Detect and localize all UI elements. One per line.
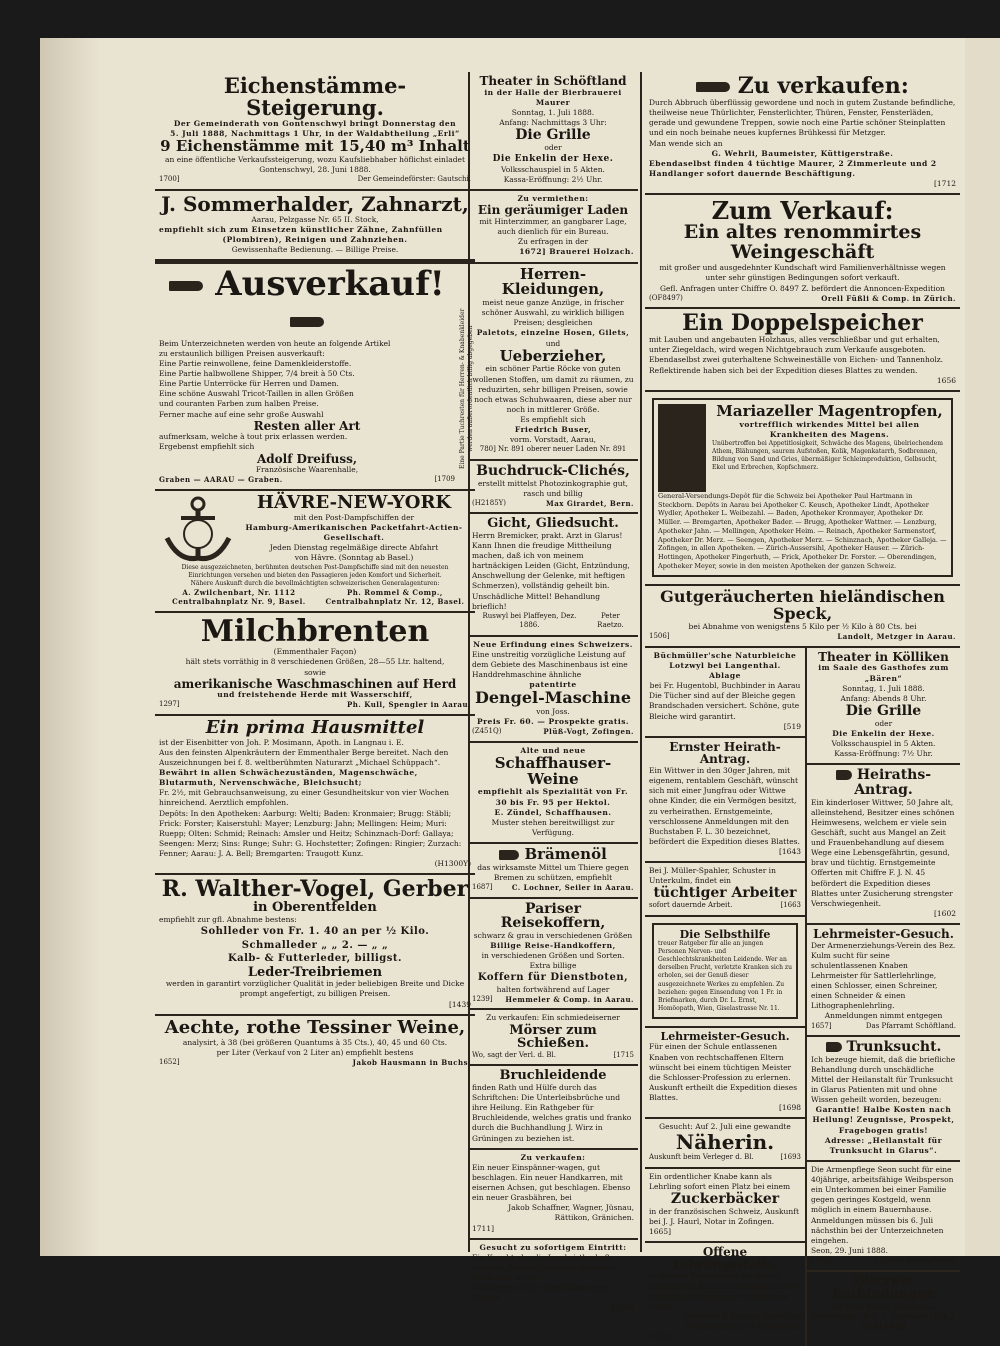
ad-text: analysirt, à 38 (bei größeren Quantums à 35 Cts.), 40, 45 und 60 Cts. xyxy=(182,1037,448,1047)
ad-text: Volksschauspiel in 5 Akten. xyxy=(831,738,936,748)
ad-text: Ein Knecht, der die Landwirthschaft versteht. Rechter Lohn und dauernde Stelle sind sicher. xyxy=(472,1252,616,1283)
ad-signature: Das Pfarramt Schöftland. xyxy=(865,1021,956,1030)
ad-title: Zum Verkauf: xyxy=(711,196,894,226)
ad-text: Extra billige xyxy=(529,961,577,971)
ad-braemenoel xyxy=(468,844,638,898)
ad-code: [1643 xyxy=(778,847,801,857)
ad-title: Heiraths-Antrag. xyxy=(854,767,932,798)
ad-text: Ein kinderloser Wittwer, 50 Jahre alt, alleinstehend, Besitzer eines schönen Heimwesens, welchem er viele sein Geschäft, sucht aus Mangel an Zeit und Frauenbehandlung auf diesem Wege eine Lebensgefährtin, gesund, brav und tüchtig. Ernstgemeinte Offerten mit Chiffre F. J. N. 45 befördert die Expedition dieses Blattes unter Zusicherung strengster Verschwiegenheit. xyxy=(811,797,955,908)
ad-code: (H1300Y) xyxy=(434,859,471,869)
ad-text: Kassa-Eröffnung: 7½ Uhr. xyxy=(834,749,933,759)
column-left xyxy=(155,72,475,1071)
ad-havre xyxy=(155,491,475,613)
ad-text: Durch Abbruch überflüssig gewordene und noch in gutem Zustande befindliche, theilweise neue Thürlichter, Fensterlichter, Thüren, Fenster, Fensterläden, gerade und gewundene Treppen, sowie noch eine Partie schöner Steinplatten und ein noch beinahe neues kupfernes Brühkessi für Metzger. xyxy=(649,98,956,138)
ad-trunksucht xyxy=(807,1037,960,1162)
ad-text: Bewährt in allen Schwächezuständen, Magenschwäche, Blutarmuth, Nervenschwäche, Bleichsucht; xyxy=(159,768,418,788)
ad-title: Theater in Kölliken xyxy=(818,649,949,664)
ad-armenpflege-seon xyxy=(807,1162,960,1272)
ad-title: tüchtiger Arbeiter xyxy=(653,885,797,902)
ad-title: Ernster Heirath-Antrag. xyxy=(669,739,781,767)
pointing-hand-icon xyxy=(836,770,852,780)
ad-text: Ein ordentlicher Knabe kann als Lehrling sofort einen Platz bei einem xyxy=(649,1171,791,1192)
ad-text: Der Gemeinderath von Gontenschwyl bringt Donnerstag den xyxy=(173,119,457,129)
medicine-bottle-icon xyxy=(658,404,706,492)
ad-text: Paletots, einzelne Hosen, Gilets, xyxy=(476,328,630,338)
ad-gerber xyxy=(155,875,475,1015)
ad-text: mit Hinterzimmer, an gangbarer Lage, auch dienlich für ein Bureau. xyxy=(479,217,627,237)
ad-text: mit großer und ausgedehnter Kundschaft wird Familienverhältnisse wegen unter sehr günstigen Bedingungen sofort verkauft. xyxy=(659,263,946,283)
ad-title: Zu verkaufen: xyxy=(737,73,909,99)
ad-code: 1700] xyxy=(159,175,180,184)
ad-text: Alte und neue xyxy=(520,745,586,755)
ad-text: Bei J. Müller-Spahler, Schuster in Unterkulm, findet ein xyxy=(649,866,776,886)
ad-code: (Z451Q) xyxy=(472,727,502,736)
ad-text: Diese ausgezeichneten, berühmten deutschen Post-Dampfschiffe sind mit den neuesten Einrichtungen versehen und bieten den Passagieren jeden Komfort und Sicherheit. xyxy=(181,563,449,579)
ad-selbsthilfe xyxy=(645,917,805,1028)
ad-text: Herrn Bremicker, prakt. Arzt in Glarus! Kann Ihnen die freudige Mittheilung machen, daß ich von meinem hartnäckigen Leiden (Gicht, Entzündung, Anschwellung der Gelenke, mit heftigen Schmerzen), vollständig geheilt bin. Unschädliche Mittel! Behandlung brieflich! xyxy=(472,530,630,611)
ad-text: Die Grille xyxy=(515,127,591,144)
ad-wagen xyxy=(468,1150,638,1240)
ad-buchdruck xyxy=(468,461,638,514)
ad-herren-kleidungen xyxy=(468,264,638,461)
ad-title: Lehrmeister-Gesuch. xyxy=(660,1029,790,1043)
ad-code: (OF8497) xyxy=(649,293,683,302)
ad-text: sowie xyxy=(304,667,326,677)
ad-text: in der Halle der Bierbrauerei Maurer xyxy=(484,87,622,107)
ad-text: In unserm Bureau kann ein braver Jüngling mit Bezirksschulbildung unter ähnlichen Bedingungen in die Lehre treten. xyxy=(649,1271,799,1311)
ad-text: Garantie! Halbe Kosten nach Heilung! Zeugnisse, Prospekt, Fragebogen gratis! xyxy=(812,1105,955,1135)
ad-text: Koffern für Dienstboten, xyxy=(477,972,629,984)
ad-signature: Jakob Hausmann in Buchs. xyxy=(352,1057,471,1067)
ad-text: schwarz & grau in verschiedenen Größen xyxy=(473,930,633,940)
pointing-hand-icon xyxy=(169,281,203,291)
ad-signature: Orell Füßli & Comp. in Zürich. xyxy=(821,293,956,303)
ad-title: Buchdruck-Clichés, xyxy=(476,462,630,479)
ad-text: ist der Eisenbitter von Joh. P. Mosimann, Apoth. in Langnau i. E. xyxy=(159,737,404,747)
ad-title: Pariser Reisekoffern, xyxy=(500,900,606,932)
pointing-hand-icon xyxy=(290,317,324,327)
ad-code: 1665] xyxy=(649,1227,672,1237)
ad-title: Offene Lehrlingsstelle. xyxy=(672,1245,778,1272)
ad-tessiner xyxy=(155,1016,475,1072)
ad-text: bei Frau Buffer, Hebamme, xyxy=(831,1301,936,1311)
ad-sidebar-text: Eine Partie Tuchresten für Herren- & Knabenkleider werden außerordentlich billig abgegeben xyxy=(459,309,475,470)
ad-text: sofort dauernde Arbeit. xyxy=(649,901,733,910)
ad-eichen xyxy=(155,72,475,191)
ad-text: und freistehende Herde mit Wasserschiff, xyxy=(217,690,413,700)
ad-bruchleidende xyxy=(468,1066,638,1149)
ad-text: Anmeldungen müssen bis 6. Juli nächsthin bei der Unterzeichneten eingehen. xyxy=(811,1215,944,1245)
ad-signature: S. Glaur, Armenpfleger. xyxy=(873,1256,956,1265)
ad-text: Fr. 2½, mit Gebrauchsanweisung, zu einer Gesundheitskur von vier Wochen hinreichend. Aerztlich empfohlen. xyxy=(159,788,449,808)
ad-title: Theater in Schöftland xyxy=(479,74,627,88)
ad-signature: G. Wehrli, Baumeister, Küttigerstraße. xyxy=(711,148,894,158)
ad-text: Gesucht: Auf 2. Juli eine gewandte xyxy=(659,1122,791,1132)
ad-text: finden Rath und Hülfe durch das Schriftchen: Die Unterleibsbrüche und ihre Heilung. Ein Rathgeber für Bruchleidende, welches gratis und franko durch die Buchhandlung J. Wirz in Grüningen zu beziehen ist. xyxy=(472,1082,632,1143)
ad-text: Sonntag, 1. Juli 1888. xyxy=(511,107,595,117)
ad-text: Nähere Auskunft durch die bevollmächtigten schweizerischen Generalagenturen: xyxy=(190,579,440,587)
ad-code: (H2185Y) xyxy=(472,498,507,507)
ad-text: Zu verkaufen: Ein schmiedeiserner xyxy=(486,1013,620,1023)
ad-text: Ablage xyxy=(709,671,741,681)
ad-code: [1688 xyxy=(611,1303,634,1313)
ad-text: ein schöner Partie Röcke von guten wollenen Stoffen, um damit zu räumen, zu reduzirten, sehr billigen Preisen, sowie noch etwas Schuhwaaren, diese aber nur noch in mittlerer Größe. xyxy=(472,364,634,414)
ad-text: in verschiedenen Größen und Sorten. xyxy=(481,951,625,961)
ad-text: Anfang: Abends 8 Uhr. xyxy=(840,693,927,703)
ad-code: [1698 xyxy=(778,1103,801,1113)
ad-title: Lehrmeister-Gesuch. xyxy=(813,927,954,942)
ad-text: mit Lauben und angebauten Holzhaus, alles verschließbar und gut erhalten, unter Ziegeldach, wird wegen Nichtgebrauch zum Verkaufe ausgeboten. Ebendaselbst zwei guterhaltene Schweineställe von Eichen- und Tannenholz. xyxy=(649,335,944,365)
ad-text: per Liter (Verkauf von 2 Liter an) empfiehlt bestens xyxy=(216,1047,414,1057)
ad-text: Auskunft beim Verleger d. Bl. xyxy=(649,1153,754,1162)
ad-text: Ferner mache auf eine sehr große Auswahl xyxy=(159,409,324,419)
ad-schaffhauser xyxy=(468,743,638,844)
ad-title: Ein altes renommirtes Weingeschäft xyxy=(683,221,922,264)
ad-text: Nachfrage bei der Expedition dieses Blattes. xyxy=(472,1283,611,1303)
ad-gicht xyxy=(468,514,638,637)
ad-title: Bruchleidende xyxy=(499,1068,607,1084)
anchor-logo-icon xyxy=(159,494,237,564)
ad-text: Resten aller Art xyxy=(253,418,361,433)
ad-title: Zu vermiethen: xyxy=(517,194,589,204)
ad-text: bei Abnahme von wenigstens 5 Kilo per ½ Kilo à 80 Cts. bei xyxy=(688,622,917,632)
ad-signature: Plüß-Vogt, Zofingen. xyxy=(543,727,634,737)
ad-weingeschaeft xyxy=(645,195,960,309)
ad-text: Die Tücher sind auf der Bleiche gegen Brandschaden versichert. Schöne, gute Bleiche wird garantirt. xyxy=(649,691,800,721)
ad-text: Beim Unterzeichneten werden von heute an folgende Artikel xyxy=(159,338,391,348)
ad-title: J. Sommerhalder, Zahnarzt, xyxy=(161,191,469,216)
ad-text: Hamburg-Amerikanischen Packetfahrt-Actien-Gesellschaft. xyxy=(245,522,463,542)
ad-title: Aechte, rothe Tessiner Weine, xyxy=(164,1016,466,1038)
ad-code: 1297] xyxy=(159,700,180,709)
ad-zuckerbaecker xyxy=(645,1169,805,1243)
ad-title: HÄVRE-NEW-YORK xyxy=(256,491,452,513)
ad-text: Der Armenerziehungs-Verein des Bez. Kulm sucht für seine schulentlassenen Knaben Lehrmeister für Sattlerlehrlinge, einen Schlosser, einen Schreiner, einen Schneider & einen Lithographenlehrling. xyxy=(811,940,956,1011)
ad-signature: Der Gemeindeförster: Gautschi. xyxy=(357,175,471,184)
ad-text: Ueberzieher, xyxy=(499,346,607,365)
ad-text: Depôts: In den Apotheken: Aarburg: Welti; Baden: Kronmaier; Brugg: Stäbli; Frick: Forster; Kaiserstuhl: Mayer; Lenzburg: Jahn; Mellingen: Heim; Muri: Ruepp; Olten: Schmid; Reinach: Amsler und Heitz; Schinznach-Dorf: Gallaya; Seengen: Merz; Sins: Runge; Suhr: G. Hochstetter; Zofingen: Ringier; Zurzach: Fenner; Aarau: J. A. Bell; Bremgarten: Traugott Kunz. xyxy=(159,808,462,859)
column-middle xyxy=(468,72,638,1318)
ad-text: Sohlleder von Fr. 1. 40 an per ½ Kilo. xyxy=(200,926,430,938)
ad-signature: Landolt, Metzger in Aarau. xyxy=(837,632,956,642)
ad-signature: C. Lochner, Seiler in Aarau. xyxy=(511,883,634,893)
ad-dengel xyxy=(468,637,638,743)
ad-arbeiter xyxy=(645,863,805,916)
ad-text: Muster stehen bereitwilligst zur Verfügung. xyxy=(491,817,615,837)
ad-title: R. Walther-Vogel, Gerber xyxy=(161,876,469,903)
ad-text: oder xyxy=(874,718,893,728)
ad-title: Ein prima Hausmittel xyxy=(205,716,425,738)
ad-lehrmeister-kulm xyxy=(807,925,960,1037)
ad-code: [1715 xyxy=(613,1050,634,1059)
ad-text: Ergebenst empfiehlt sich xyxy=(159,442,255,452)
ad-text: Sonntag, 1. Juli 1888. xyxy=(842,683,925,693)
pointing-hand-icon xyxy=(826,1042,842,1052)
ad-text: General-Versendungs-Depôt für die Schweiz bei Apotheker Paul Hartmann in Steckborn. Depôts in Aarau bei Apotheker C. Keusch, Apotheker Lindt, Apotheker Wydler, Apotheker L. Weibezahl. — Baden, Apotheker Kronmayer, Apotheker Dr. Müller. — Bremgarten, Apotheker Bader. — Brugg, Apotheker Wattner. — Lenzburg, Apotheker Jahn. — Mellingen, Apotheker Heim. — Reinach, Apotheker Sarmenstorf, Apotheker Dr. Merz. — Seengen, Apotheker Merz. — Schinznach, Apotheker Galleja. — Zofingen, in allen Apotheken. — Zürich-Aussersihl, Apotheker Hauser. — Zürich-Hottingen, Apotheker Fingerhuth, — Frick, Apotheker Dr. Forster. — Oberendingen, Apotheker Meyer, sowie in den meisten Apotheken der ganzen Schweiz. xyxy=(658,491,947,570)
ad-text: halten fortwährend auf Lager xyxy=(496,984,610,994)
ad-text: erstellt mittelst Photozinkographie gut, rasch und billig xyxy=(477,478,629,498)
ad-title: Mariazeller Magentropfen, xyxy=(716,401,943,420)
ad-signature: Hemmeler & Comp. in Aarau. xyxy=(505,995,634,1005)
ad-title: Büchmüller'sche Naturbleiche Lotzwyl bei Langenthal. xyxy=(653,650,797,670)
ad-text: von Joss. xyxy=(536,707,570,717)
ad-text: aufmerksam, welche à tout prix erlassen werden. xyxy=(159,432,348,442)
ad-text: Reflektirende haben sich bei der Expedition dieses Blattes zu wenden. xyxy=(649,365,918,375)
ad-text: Seon, 29. Juni 1888. xyxy=(811,1245,888,1255)
ad-milchbrenten xyxy=(155,613,475,716)
ad-text: Aarau, Pelzgasse Nr. 65 II. Stock, xyxy=(251,214,379,224)
ad-text: Leder-Treibriemen xyxy=(247,964,383,980)
ad-title: Gesucht zu sofortigem Eintritt: xyxy=(479,1242,627,1252)
ad-text: Ein Wittwer in den 30ger Jahren, mit eigenem, rentablem Geschäft, wünscht sich mit einer Jungfrau oder Wittwe ohne Kinder, die ein Vermögen besitzt, zu verheirathen. Ernstgemeinte, verschlossene Anmeldungen mit den Buchstaben F. L. 30 bezeichnet, befördert die Expedition dieses Blattes. xyxy=(649,766,800,846)
ad-text: meist neue ganze Anzüge, in frischer schöner Auswahl, zu wirklich billigen Preisen; desgleichen xyxy=(481,298,625,328)
ad-title: Schaffhauser-Weine xyxy=(494,753,612,788)
ad-signature: Peter Raetzo. xyxy=(597,611,624,630)
ad-text: patentirte xyxy=(529,680,577,690)
ad-text: Anmeldungen nimmt entgegen xyxy=(824,1011,943,1021)
ad-code: [1439 xyxy=(448,999,471,1009)
ad-title: Mörser zum Schießen. xyxy=(509,1022,597,1052)
ad-code: [1602 xyxy=(933,908,956,918)
ad-text: Billige Reise-Handkoffern, xyxy=(490,941,616,951)
ad-text: und couranten Farben zum halben Preise. xyxy=(159,399,319,409)
ad-title: Gicht, Gliedsucht. xyxy=(487,516,619,532)
ad-code: [1693 xyxy=(780,1153,801,1162)
ad-moerser xyxy=(468,1010,638,1066)
ad-naturbleiche xyxy=(645,648,805,738)
ad-text: Die Armenpflege Seon sucht für eine 40jährige, arbeitsfähige Weibsperson ein Unterkommen bei einer Familie gegen geringes Kostgeld, wenn möglich in einem Bauernhause. xyxy=(811,1164,954,1215)
ad-text: Kassa-Eröffnung: 2½ Uhr. xyxy=(503,175,603,185)
ad-text: Gewissenhafte Bedienung. — Billige Preise. xyxy=(231,245,399,255)
ad-text: Ein neuer Einspänner-wagen, gut beschlagen. Ein neuer Handkarren, mit eisernen Achsen, gut beschlagen. Ebenso ein neuer Grasbähren, bei xyxy=(472,1162,631,1203)
ad-text: Kalb- & Futterleder, billigst. xyxy=(227,953,403,965)
ad-signature: 1672] Brauerei Holzach. xyxy=(519,247,634,257)
ad-text: in der französischen Schweiz, Auskunft bei J. J. Haurl, Notar in Zofingen. xyxy=(649,1206,799,1226)
ad-text: (Plombiren), Reinigen und Zahnziehen. xyxy=(222,235,408,245)
pointing-hand-icon xyxy=(499,850,519,860)
ad-text: Graben — AARAU — Graben. xyxy=(159,475,283,485)
ad-doppelspeicher xyxy=(645,309,960,392)
ad-agent: Ph. Rommel & Comp., Centralbahnplatz Nr. 12, Basel. xyxy=(325,587,465,607)
ad-text: Ebendaselbst finden 4 tüchtige Maurer, 2 Zimmerleute und 2 Handlanger sofort dauernde Beschäftigung. xyxy=(649,158,937,178)
ad-text: Französische Waarenhalle, xyxy=(255,465,359,475)
ad-signature: Adolf Dreifuss, xyxy=(256,451,358,466)
ad-text: Pfefferstr. Nr. 7, Colmar (Els.) [H3180Q] xyxy=(812,1311,955,1332)
ad-naeherin xyxy=(645,1119,805,1169)
ad-title: Näherin. xyxy=(675,1130,775,1155)
ad-text: Eine Partie halbwollene Shipper, 7/4 breit à 50 Cts. xyxy=(159,369,355,379)
ad-signature: Ph. Kull, Spengler in Aarau. xyxy=(347,700,471,710)
ad-speck xyxy=(645,586,960,648)
ad-code: 1506] xyxy=(649,632,670,641)
ad-code: 1720] xyxy=(811,1256,832,1265)
ad-text: treuer Ratgeber für alle an jungen Personen Nerven- und Geschlechtskrankheiten Leidende. Wer an derselben Frucht, verletzte Kranken sich zu erholen, sei der Genuß dieser ausgezeichnete Werkes zu empfehlen. Zu beziehen: gegen Einsendung von 1 Fr. in Briefmarken, durch Dr. L. Ernst, Homöopath, Wien, Giselastrasse Nr. 11. xyxy=(658,940,792,1012)
ad-title: Brämenöl xyxy=(524,845,607,864)
ad-text: Auskunft ertheilt die Expedition dieses Blattes. xyxy=(649,1082,798,1103)
ad-signature: Friedrich Buser, xyxy=(514,425,592,435)
ad-text: Adresse: „Heilanstalt für Trunksucht in Glarus“. xyxy=(824,1135,943,1155)
ad-signature: Schildler & Fischer, Hanf- und Flachsspinnerei in Hirschthal. xyxy=(685,1311,801,1332)
ad-text: Eine Partie Unterröcke für Herren und Damen. xyxy=(159,379,339,389)
ad-text: Jeden Dienstag regelmäßige directe Abfahrt xyxy=(269,542,439,552)
ad-hausmittel xyxy=(155,716,475,876)
ad-lehrlingsstelle xyxy=(645,1243,805,1346)
ad-text: hält stets vorräthig in 8 verschiedenen Größen, 28—55 Ltr. haltend, xyxy=(185,657,445,667)
ad-text: von Hâvre. (Sonntag ab Basel.) xyxy=(294,553,414,563)
ad-text: das wirksamste Mittel um Thiere gegen Bremen zu schützen, empfiehlt xyxy=(477,862,629,882)
ad-text: bei Fr. Hugentobl, Buchbinder in Aarau xyxy=(649,681,801,691)
ad-title: Trunksucht. xyxy=(846,1039,942,1056)
ad-title: Zuckerbäcker xyxy=(670,1191,780,1208)
ad-title: Dengel-Maschine xyxy=(474,688,632,708)
ad-text: Anfang: Nachmittags 3 Uhr: xyxy=(499,117,607,127)
adjacent-page-edge xyxy=(965,38,1000,1256)
ad-text: im Saale des Gasthofes zum „Bären“ xyxy=(818,663,949,683)
ad-signature: E. Zündel, Schaffhausen. xyxy=(494,807,612,817)
ad-text: Die Grille xyxy=(845,702,922,719)
ad-theater-schoeftland xyxy=(468,72,638,191)
ad-text: Neue Erfindung eines Schweizers. xyxy=(473,639,633,649)
ad-title: Ein Doppelspeicher xyxy=(682,310,923,337)
ad-code: [519 xyxy=(783,721,801,731)
ad-laden xyxy=(468,191,638,263)
ad-text: 5. Juli 1888, Nachmittags 1 Uhr, in der Waldabtheilung „Erli“ xyxy=(170,129,460,139)
ad-text: vorm. Vorstadt, Aarau, xyxy=(509,435,597,445)
ad-text: Schmalleder „ „ 2. — „ „ xyxy=(241,939,389,951)
ad-code: 1239] xyxy=(472,995,493,1004)
ad-zu-verkaufen xyxy=(645,72,960,195)
ad-title: Die Selbsthilfe xyxy=(679,927,771,941)
ad-text: Eine Partie reinwollene, feine Damenkleiderstoffe. xyxy=(159,358,352,368)
ad-text: Ein geräumiger Laden xyxy=(477,203,629,218)
ad-text: empfiehlt als Spezialität von Fr. 30 bis Fr. 95 per Hektol. xyxy=(477,787,629,807)
column-right xyxy=(645,72,960,1346)
ad-text: Eine schöne Auswahl Tricot-Taillen in allen Größen xyxy=(159,389,354,399)
ad-code: [1663 xyxy=(780,901,801,910)
ad-title: Herren-Kleidungen, xyxy=(501,264,605,299)
ad-signature: Max Girardet, Bern. xyxy=(546,498,634,508)
ad-text: amerikanische Waschmaschinen auf Herd xyxy=(173,676,457,691)
ad-code: 1711] xyxy=(472,1223,495,1233)
ad-text: Gefl. Anfragen unter Chiffre O. 8497 Z. befördert die Annoncen-Expedition xyxy=(659,283,945,293)
ad-text: und xyxy=(545,338,561,348)
ad-text: empfiehlt sich zum Einsetzen künstlicher Zähne, Zahnfüllen xyxy=(159,224,443,234)
ad-text: Preis Fr. 60. — Prospekte gratis. xyxy=(476,717,630,727)
ad-code: 780] Nr. 891 oberer neuer Laden Nr. 891 xyxy=(479,445,627,454)
ad-text: zu erstaunlich billigen Preisen ausverkauft: xyxy=(159,348,325,358)
ad-text: Zu erfragen in der xyxy=(517,237,589,247)
ad-text: 9 Eichenstämme mit 15,40 m³ Inhalt xyxy=(160,137,470,156)
ad-text: Ich bezeuge hiemit, daß die briefliche Behandlung durch unschädliche Mittel der Heilanstalt für Trunksucht in Glarus Patienten mit und ohne Wissen geheilt worden, bezeugen: xyxy=(811,1054,956,1105)
ad-text: Eine unstreitig vorzügliche Leistung auf dem Gebiete des Maschinenbaus ist eine Handdrehmaschine ähnliche xyxy=(472,649,628,680)
ad-signature: Jakob Schaffner, Wagner, Jüsnau, Rättikon, Gränichen. xyxy=(508,1203,634,1223)
ad-text: oder xyxy=(544,142,562,152)
ad-text: Unübertroffen bei Appetitlosigkeit, Schwäche des Magens, übelriechendem Athem, Blähungen, saurem Aufstoßen, Kolik, Magenkatarrh, Sodbrennen, Bildung von Sand und Gries, übermäßiger Schleimproduktion, Gelbsucht, Ekel und Erbrechen, Kopfschmerz. xyxy=(712,439,943,472)
ad-ausverkauf xyxy=(155,264,475,490)
ad-text: an eine öffentliche Verkaufssteigerung, wozu Kaufsliebhaber höflichst einladet xyxy=(165,155,465,165)
ad-text: werden in garantirt vorzüglicher Qualität in jeder beliebigen Breite und Dicke prompt angefertigt, zu billigen Preisen. xyxy=(165,979,465,999)
ad-code: 1687] xyxy=(472,883,493,892)
ad-title: Milchbrenten xyxy=(200,613,430,649)
ad-text: (Emmenthaler Façon) xyxy=(273,647,357,657)
ad-code: [1712 xyxy=(933,179,956,189)
ad-text: Ruswyl bei Plaffeyen, Dez. 1886. xyxy=(482,611,577,630)
ad-text: Die Enkelin der Hexe. xyxy=(832,728,935,738)
ad-title: Eichenstämme-Steigerung. xyxy=(223,73,407,121)
ad-text: empfiehlt zur gfl. Abnahme bestens: xyxy=(159,915,297,925)
ad-text: Man wende sich an xyxy=(649,138,723,148)
ad-heirath-ernst xyxy=(645,738,805,863)
ad-title: Discrete Entbindungen xyxy=(831,1273,936,1303)
pointing-hand-icon xyxy=(696,82,730,92)
ad-text: Volksschauspiel in 5 Akten. xyxy=(501,165,605,175)
newspaper-page xyxy=(40,38,965,1342)
ad-text: Es empfiehlt sich xyxy=(520,415,586,425)
ad-text: Für einen der Schule entlassenen Knaben von rechtschaffenen Eltern wünscht bei einem tüchtigen Meister die Schlosser-Profession zu erlernen. xyxy=(649,1042,792,1082)
ad-knecht xyxy=(468,1240,638,1318)
ad-entbindungen xyxy=(807,1272,960,1337)
ad-code: 1652] xyxy=(159,1057,180,1066)
ad-code: 1657] xyxy=(811,1021,832,1030)
ad-theater-koelliken xyxy=(807,648,960,765)
ad-text: Wo, sagt der Verl. d. Bl. xyxy=(472,1050,556,1059)
ad-text: Gontenschwyl, 28. Juni 1888. xyxy=(259,165,371,175)
ad-code: 1691] xyxy=(649,1332,672,1342)
ad-code: 1656 xyxy=(936,375,956,385)
ad-zahnarzt xyxy=(155,191,475,265)
ad-koffern xyxy=(468,899,638,1011)
ad-code: [1709 xyxy=(434,475,455,484)
ad-title: Ausverkauf! xyxy=(215,264,445,305)
ad-text: vortrefflich wirkendes Mittel bei allen Krankheiten des Magens. xyxy=(739,419,920,439)
ad-lehrmeister-schlosser xyxy=(645,1028,805,1119)
ad-text: Aus den feinsten Alpenkräutern der Emmenthaler Berge bereitet. Nach den Auszeichnungen bei f. 8. weltberühmten Naturarzt „Michael Schüppach“. xyxy=(159,747,449,767)
ad-title: Gutgeräucherten hieländischen Speck, xyxy=(660,586,945,623)
ad-text: in Oberentfelden xyxy=(253,900,377,916)
ad-agent: A. Zwilchenbart, Nr. 1112 Centralbahnplatz Nr. 9, Basel. xyxy=(172,587,306,607)
ad-text: mit den Post-Dampfschiffen der xyxy=(293,512,415,522)
ad-title: Zu verkaufen: xyxy=(520,1152,586,1162)
ad-text: Die Enkelin der Hexe. xyxy=(492,153,614,164)
ad-mariazeller xyxy=(645,392,960,586)
ad-heiraths-antrag xyxy=(807,765,960,925)
